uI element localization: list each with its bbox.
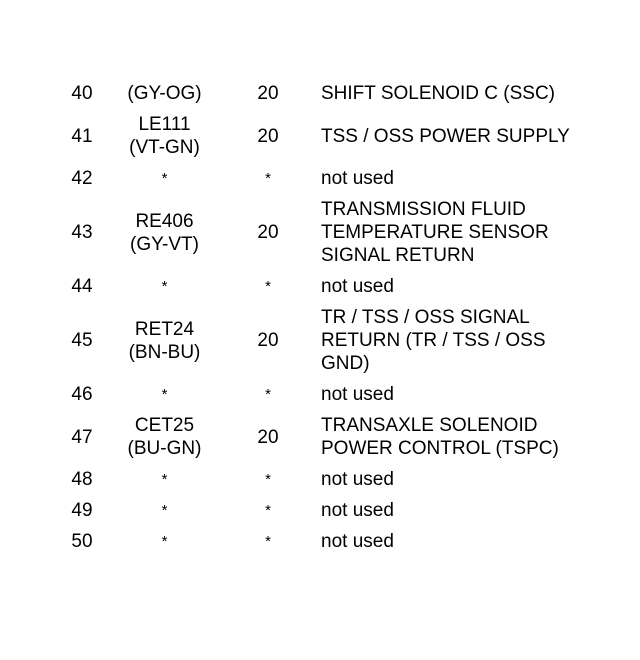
function-text: not used (321, 500, 394, 521)
circuit-function (319, 163, 621, 194)
pin-number: 44 (71, 276, 93, 297)
circuit-cell (112, 163, 217, 194)
function-text: TRANSAXLE SOLENOID (321, 415, 538, 436)
circuit-text: * (161, 533, 168, 550)
circuit-function (319, 464, 621, 495)
circuit-cell (112, 194, 217, 271)
pinout-rows (52, 78, 621, 557)
circuit-cell (112, 302, 217, 379)
circuit-function (319, 526, 621, 557)
function-text: not used (321, 469, 394, 490)
function-text: POWER CONTROL (TSPC) (321, 438, 559, 459)
function-text: SIGNAL RETURN (321, 245, 475, 266)
pin-number: 43 (71, 222, 93, 243)
function-text: RETURN (TR / TSS / OSS (321, 330, 546, 351)
circuit-text: RE406 (135, 210, 194, 232)
circuit-function (319, 495, 621, 526)
pin-number: 40 (71, 83, 93, 104)
wire-gauge: 20 (257, 83, 279, 104)
circuit-text: RET24 (134, 318, 195, 340)
pin-number: 50 (71, 531, 93, 552)
function-text: TEMPERATURE SENSOR (321, 222, 549, 243)
circuit-text: (GY-OG) (127, 83, 202, 104)
pin-row (52, 302, 621, 379)
wire-gauge: 20 (257, 426, 279, 448)
circuit-text: * (161, 278, 168, 295)
wire-gauge: 20 (257, 222, 279, 243)
pin-number: 48 (71, 469, 93, 490)
function-text: SHIFT SOLENOID C (SSC) (321, 83, 556, 104)
circuit-cell (112, 78, 217, 109)
pin-row (52, 495, 621, 526)
wire-gauge: 20 (257, 125, 279, 147)
pin-row (52, 526, 621, 557)
pin-row (52, 109, 621, 163)
circuit-text: * (161, 386, 168, 403)
function-text: not used (321, 168, 394, 189)
pin-row (52, 78, 621, 109)
pin-row (52, 163, 621, 194)
function-text: not used (321, 384, 394, 405)
circuit-function (319, 78, 621, 109)
circuit-cell (112, 379, 217, 410)
connector-pinout-table (52, 78, 621, 557)
pin-row (52, 410, 621, 464)
circuit-text: (BU-GN) (127, 438, 202, 459)
wire-gauge: * (265, 386, 271, 403)
circuit-text: (GY-VT) (130, 233, 199, 255)
wire-gauge: * (265, 533, 271, 550)
circuit-function (319, 194, 621, 271)
circuit-text: * (161, 502, 168, 519)
wire-gauge: 20 (257, 330, 279, 351)
pin-row (52, 464, 621, 495)
pin-number: 42 (71, 168, 93, 189)
wire-gauge: * (265, 170, 271, 187)
circuit-text: * (161, 471, 168, 488)
circuit-cell (112, 271, 217, 302)
circuit-text: (VT-GN) (129, 137, 200, 158)
pin-row (52, 194, 621, 271)
circuit-function (319, 410, 621, 464)
pin-number: 41 (71, 125, 93, 147)
circuit-cell (112, 410, 217, 464)
circuit-cell (112, 495, 217, 526)
circuit-cell (112, 464, 217, 495)
function-text: not used (321, 531, 394, 552)
pin-number: 45 (71, 330, 93, 351)
function-text: TSS / OSS POWER SUPPLY (321, 125, 570, 147)
wire-gauge: * (265, 502, 271, 519)
pin-number: 47 (71, 426, 93, 448)
circuit-function (319, 302, 621, 379)
wire-gauge: * (265, 278, 271, 295)
circuit-text: (BN-BU) (128, 341, 201, 363)
pin-number: 46 (71, 384, 93, 405)
function-text: TRANSMISSION FLUID (321, 199, 526, 220)
wire-gauge: * (265, 471, 271, 488)
pin-number: 49 (71, 500, 93, 521)
circuit-cell (112, 109, 217, 163)
circuit-text: * (161, 170, 168, 187)
circuit-function (319, 109, 621, 163)
circuit-function (319, 271, 621, 302)
circuit-cell (112, 526, 217, 557)
pin-row (52, 271, 621, 302)
pin-row (52, 379, 621, 410)
circuit-function (319, 379, 621, 410)
circuit-text: LE111 (138, 114, 191, 135)
function-text: TR / TSS / OSS SIGNAL (321, 307, 530, 328)
function-text: not used (321, 276, 394, 297)
circuit-text: CET25 (134, 415, 195, 436)
function-text: GND) (321, 353, 370, 374)
